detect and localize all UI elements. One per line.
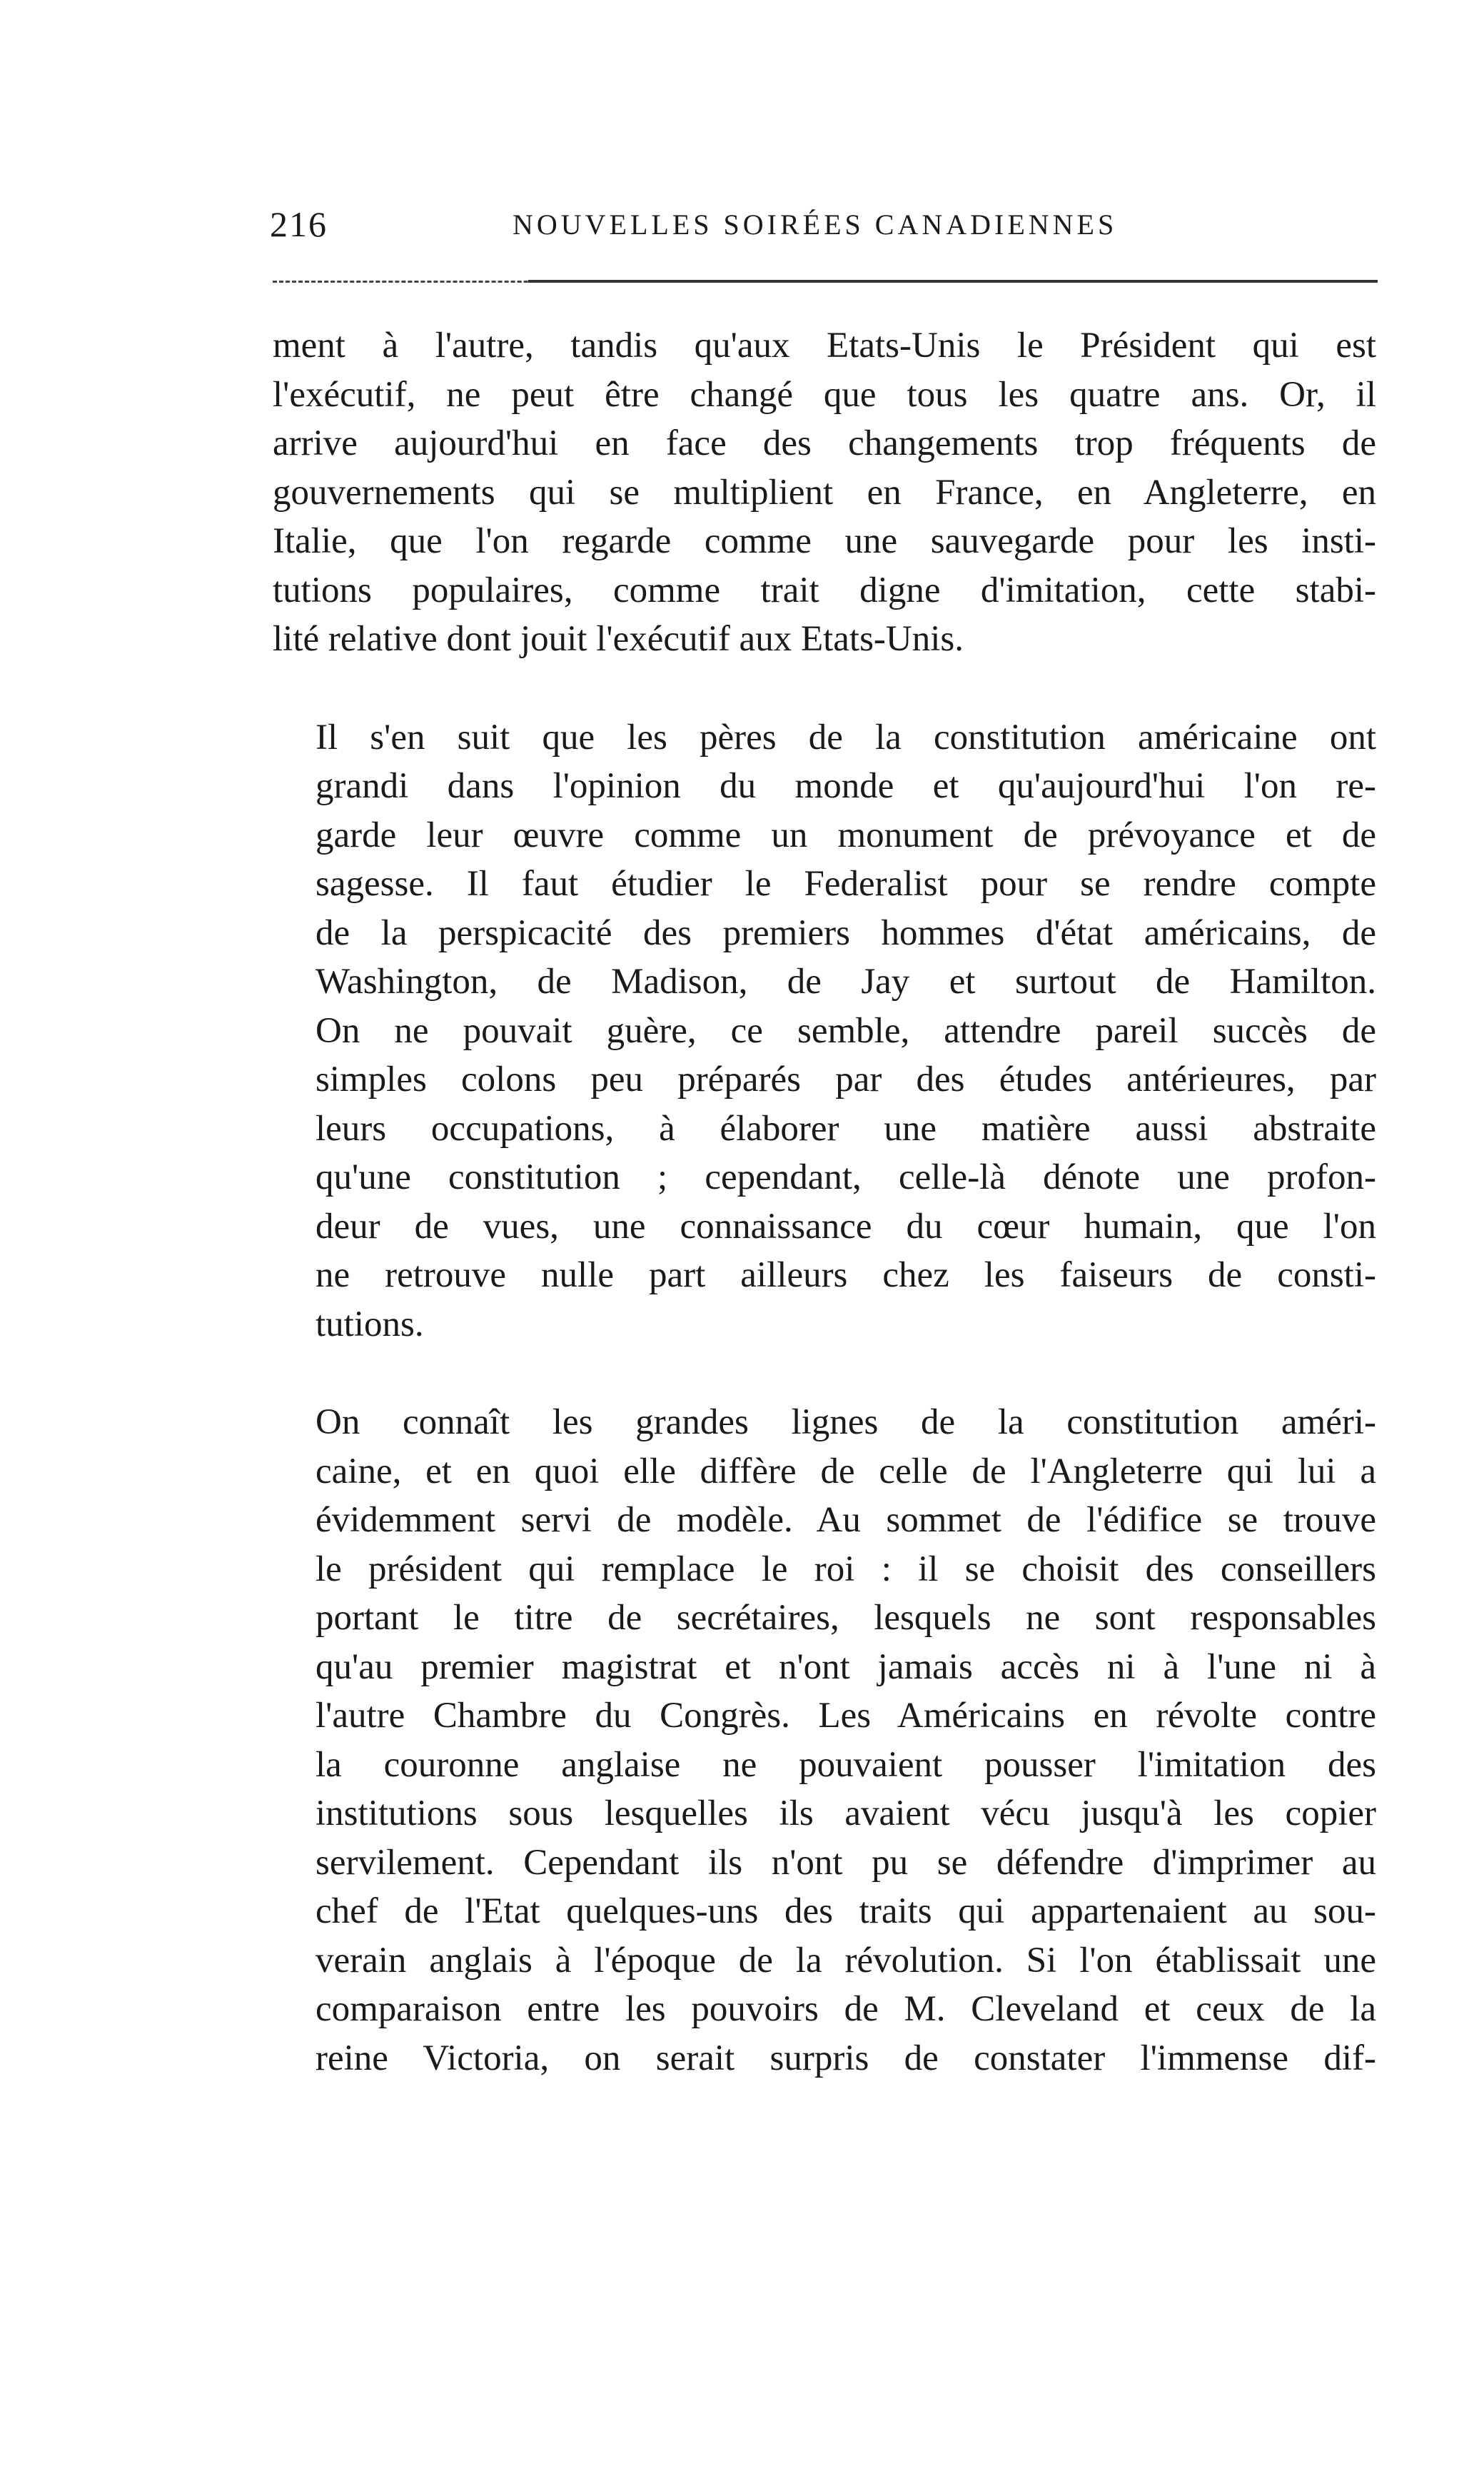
text-line: reine Victoria, on serait surpris de constater l'immense dif- [316,2038,1376,2078]
text-line: la couronne anglaise ne pouvaient pousser l'imitation des [316,1744,1376,1785]
text-line: tutions populaires, comme trait digne d'imitation, cette stabi- [273,570,1376,610]
text-line: On ne pouvait guère, ce semble, attendre pareil succès de [316,1010,1376,1051]
body-text [273,321,1376,2083]
text-line: le président qui remplace le roi : il se choisit des conseillers [316,1549,1376,1589]
text-line: de la perspicacité des premiers hommes d'état américains, de [316,912,1376,953]
text-line: simples colons peu préparés par des études antérieures, par [316,1060,1376,1099]
text-line: Washington, de Madison, de Jay et surtout de Hamilton. [316,962,1376,1002]
text-line: l'autre Chambre du Congrès. Les Américains en révolte contre [316,1696,1376,1736]
running-title: NOUVELLES SOIRÉES CANADIENNES [513,208,1118,241]
text-line: verain anglais à l'époque de la révolution. Si l'on établissait une [316,1940,1376,1981]
text-line: sagesse. Il faut étudier le Federalist pour se rendre compte [316,864,1376,904]
text-line: ment à l'autre, tandis qu'aux Etats-Unis le Président qui est [273,326,1376,366]
text-line: tutions. [316,1304,424,1344]
text-line: arrive aujourd'hui en face des changements trop fréquents de [273,423,1376,463]
text-line: Il s'en suit que les pères de la constitution américaine ont [316,717,1376,758]
text-line: gouvernements qui se multiplient en France, en Angleterre, en [273,472,1376,513]
text-line: l'exécutif, ne peut être changé que tous les quatre ans. Or, il [273,374,1376,415]
text-line: lité relative dont jouit l'exécutif aux Etats-Unis. [273,619,964,659]
text-line: portant le titre de secrétaires, lesquels ne sont responsables [316,1598,1376,1638]
text-line: Italie, que l'on regarde comme une sauvegarde pour les insti- [273,521,1376,561]
text-line: On connaît les grandes lignes de la constitution améri- [316,1402,1376,1442]
page-number: 216 [270,204,328,244]
paragraph-2 [273,713,1376,1349]
text-line: garde leur œuvre comme un monument de prévoyance et de [316,815,1376,855]
text-line: chef de l'Etat quelques-uns des traits qui appartenaient au sou- [316,1891,1376,1931]
text-line: comparaison entre les pouvoirs de M. Cleveland et ceux de la [316,1989,1376,2029]
header-rule-solid [528,280,1378,283]
text-line: caine, et en quoi elle diffère de celle de l'Angleterre qui lui a [316,1451,1376,1491]
text-line: deur de vues, une connaissance du cœur humain, que l'on [316,1206,1376,1247]
paragraph-1 [273,321,1376,664]
text-line: institutions sous lesquelles ils avaient vécu jusqu'à les copier [316,1793,1376,1833]
text-line: ne retrouve nulle part ailleurs chez les faiseurs de consti- [316,1255,1376,1295]
paragraph-3 [273,1398,1376,2083]
page-header [270,203,1380,253]
text-line: qu'une constitution ; cependant, celle-là dénote une profon- [316,1157,1376,1197]
text-line: leurs occupations, à élaborer une matière aussi abstraite [316,1108,1376,1149]
text-line: évidemment servi de modèle. Au sommet de l'édifice se trouve [316,1500,1376,1540]
text-line: qu'au premier magistrat et n'ont jamais accès ni à l'une ni à [316,1646,1376,1687]
text-line: servilement. Cependant ils n'ont pu se défendre d'imprimer au [316,1842,1376,1883]
text-line: grandi dans l'opinion du monde et qu'aujourd'hui l'on re- [316,766,1376,806]
